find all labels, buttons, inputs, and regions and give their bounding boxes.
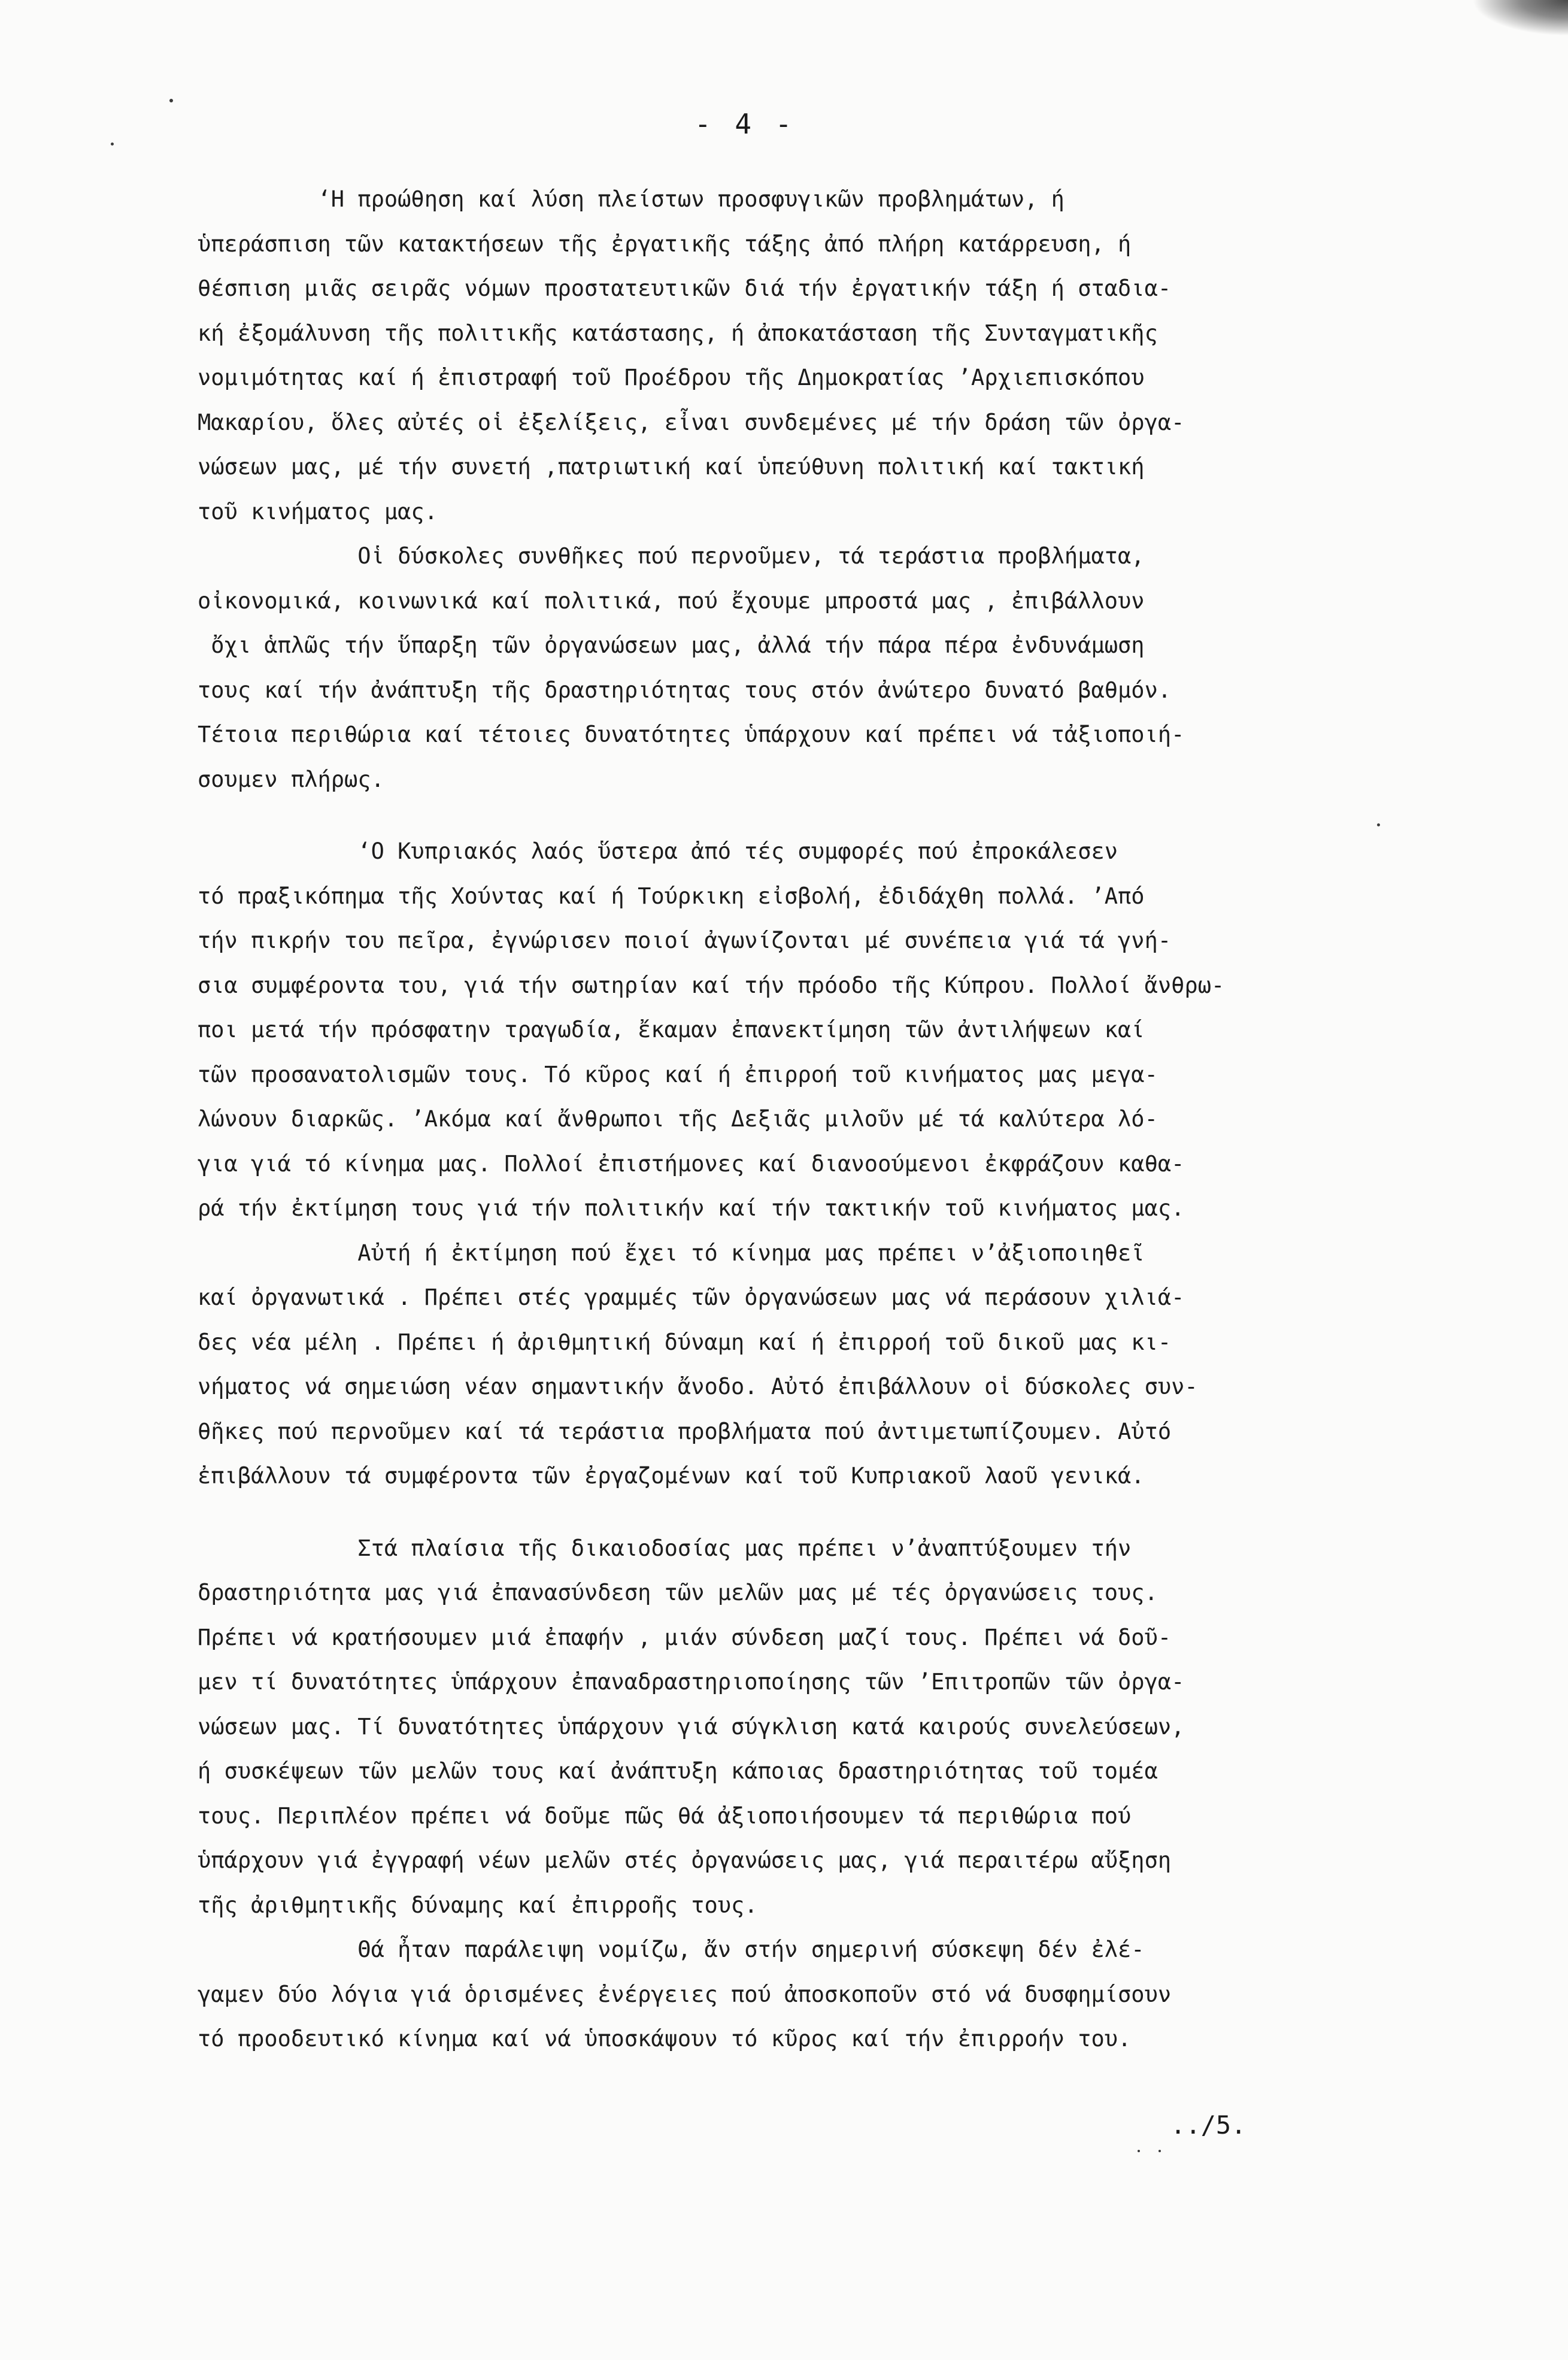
scan-speck <box>1158 2150 1161 2152</box>
paragraph <box>198 1928 1407 2062</box>
text-line: ἐπιβάλλουν τά συμφέροντα τῶν ἐργαζομένων καί τοῦ Κυπριακοῦ λαοῦ γενικά. <box>198 1463 1145 1489</box>
text-line: νώσεων μας. Τί δυνατότητες ὑπάρχουν γιά σύγκλιση κατά καιρούς συνελεύσεων, <box>198 1713 1185 1740</box>
text-line: τό πραξικόπημα τῆς Χούντας καί ή Τούρκικη εἰσβολή, ἐδιδάχθη πολλά. ’Από <box>198 883 1145 909</box>
text-line: γαμεν δύο λόγια γιά ὁρισμένες ἐνέργειες πού ἀποσκοποῦν στό νά δυσφημίσουν <box>198 1981 1172 2007</box>
text-line: τήν πικρήν του πεῖρα, ἐγνώρισεν ποιοί ἀγωνίζονται μέ συνέπεια γιά τά γνή- <box>198 928 1172 953</box>
paragraph <box>198 534 1407 802</box>
paragraph <box>198 1526 1407 1928</box>
text-line: Οἱ δύσκολες συνθῆκες πού περνοῦμεν, τά τεράστια προβλήματα, <box>198 543 1145 569</box>
text-line: ‘Η προώθηση καί λύση πλείστων προσφυγικῶν προβλημάτων, ή <box>198 186 1064 212</box>
scan-speck <box>169 99 173 102</box>
text-line: δραστηριότητα μας γιά ἐπανασύνδεση τῶν μελῶν μας μέ τές ὀργανώσεις τους. <box>198 1580 1158 1605</box>
text-line: τοῦ κινήματος μας. <box>198 498 438 525</box>
text-line: ὑπάρχουν γιά ἐγγραφή νέων μελῶν στές ὀργανώσεις μας, γιά περαιτέρω αὔξηση <box>198 1847 1172 1873</box>
scan-speck <box>1377 823 1380 826</box>
text-line: θῆκες πού περνοῦμεν καί τά τεράστια προβλήματα πού ἀντιμετωπίζουμεν. Αὐτό <box>198 1418 1172 1444</box>
text-line: τῶν προσανατολισμῶν τους. Τό κῦρος καί ή ἐπιρροή τοῦ κινήματος μας μεγα- <box>198 1061 1158 1087</box>
text-line: νώσεων μας, μέ τήν συνετή ,πατριωτική καί ὑπεύθυνη πολιτική καί τακτική <box>198 454 1145 480</box>
text-line: νήματος νά σημειώση νέαν σημαντικήν ἄνοδο. Αὐτό ἐπιβάλλουν οἱ δύσκολες συν- <box>198 1374 1198 1399</box>
text-line: ὑπεράσπιση τῶν κατακτήσεων τῆς ἐργατικῆς τάξης ἀπό πλήρη κατάρρευση, ή <box>198 231 1132 257</box>
paragraph <box>198 829 1407 1499</box>
page-number: - 4 - <box>694 108 796 140</box>
text-line: Θά ἦταν παράλειψη νομίζω, ἄν στήν σημερινή σύσκεψη δέν ἐλέ- <box>198 1937 1145 1962</box>
text-line: ‘Ο Κυπριακός λαός ὕστερα ἀπό τές συμφορές πού ἐπροκάλεσεν <box>198 838 1118 864</box>
text-line: οἰκονομικά, κοινωνικά καί πολιτικά, πού ἔχουμε μπροστά μας , ἐπιβάλλουν <box>198 587 1145 614</box>
text-line: μεν τί δυνατότητες ὑπάρχουν ἐπαναδραστηριοποίησης τῶν ’Επιτροπῶν τῶν ὀργα- <box>198 1669 1185 1695</box>
text-line: ποι μετά τήν πρόσφατην τραγωδία, ἔκαμαν ἐπανεκτίμηση τῶν ἀντιλήψεων καί <box>198 1017 1145 1043</box>
text-line: τῆς ἀριθμητικῆς δύναμης καί ἐπιρροῆς τους. <box>198 1892 758 1918</box>
text-line: Αὐτή ή ἐκτίμηση πού ἔχει τό κίνημα μας πρέπει ν’ἀξιοποιηθεῖ <box>198 1240 1145 1266</box>
text-line: ή συσκέψεων τῶν μελῶν τους καί ἀνάπτυξη κάποιας δραστηριότητας τοῦ τομέα <box>198 1758 1158 1784</box>
body-text <box>198 177 1407 2062</box>
text-line: ρά τήν ἐκτίμηση τους γιά τήν πολιτικήν καί τήν τακτικήν τοῦ κινήματος μας. <box>198 1195 1185 1221</box>
text-line: ὄχι ἁπλῶς τήν ὕπαρξη τῶν ὀργανώσεων μας, ἀλλά τήν πάρα πέρα ἐνδυνάμωση <box>198 632 1145 658</box>
text-line: σια συμφέροντα του, γιά τήν σωτηρίαν καί τήν πρόοδο τῆς Κύπρου. Πολλοί ἄνθρω- <box>198 972 1225 998</box>
scan-speck <box>1138 2150 1140 2152</box>
text-line: νομιμότητας καί ή ἐπιστραφή τοῦ Προέδρου τῆς Δημοκρατίας ’Αρχιεπισκόπου <box>198 365 1145 390</box>
scan-corner-shadow <box>1472 0 1568 36</box>
paragraph <box>198 177 1407 534</box>
text-line: καί ὀργανωτικά . Πρέπει στές γραμμές τῶν ὀργανώσεων μας νά περάσουν χιλιά- <box>198 1284 1185 1310</box>
text-line: Στά πλαίσια τῆς δικαιοδοσίας μας πρέπει ν’ἀναπτύξουμεν τήν <box>198 1535 1132 1561</box>
text-line: Πρέπει νά κρατήσουμεν μιά ἐπαφήν , μιάν σύνδεση μαζί τους. Πρέπει νά δοῦ- <box>198 1624 1172 1650</box>
text-line: τό προοδευτικό κίνημα καί νά ὑποσκάψουν τό κῦρος καί τήν ἐπιρροήν του. <box>198 2026 1132 2052</box>
scan-speck <box>111 143 114 146</box>
text-line: Μακαρίου, ὅλες αὐτές οἱ ἐξελίξεις, εἶναι συνδεμένες μέ τήν δράση τῶν ὀργα- <box>198 409 1185 435</box>
text-line: λώνουν διαρκῶς. ’Ακόμα καί ἄνθρωποι τῆς Δεξιᾶς μιλοῦν μέ τά καλύτερα λό- <box>198 1106 1158 1132</box>
text-line: για γιά τό κίνημα μας. Πολλοί ἐπιστήμονες καί διανοούμενοι ἐκφράζουν καθα- <box>198 1150 1185 1177</box>
paragraph-gap <box>198 802 1407 829</box>
text-line: τους καί τήν ἀνάπτυξη τῆς δραστηριότητας τους στόν ἀνώτερο δυνατό βαθμόν. <box>198 677 1172 703</box>
text-line: θέσπιση μιᾶς σειρᾶς νόμων προστατευτικῶν διά τήν ἐργατικήν τάξη ή σταδια- <box>198 275 1172 301</box>
text-line: τους. Περιπλέον πρέπει νά δοῦμε πῶς θά ἀξιοποιήσουμεν τά περιθώρια πού <box>198 1802 1132 1829</box>
continuation-marker: ../5. <box>1170 2110 1246 2140</box>
text-line: Τέτοια περιθώρια καί τέτοιες δυνατότητες ὑπάρχουν καί πρέπει νά τἀξιοποιή- <box>198 722 1185 747</box>
paragraph-gap <box>198 1499 1407 1526</box>
text-line: κή ἐξομάλυνση τῆς πολιτικῆς κατάστασης, ή ἀποκατάσταση τῆς Συνταγματικῆς <box>198 320 1158 346</box>
text-line: δες νέα μέλη . Πρέπει ή ἀριθμητική δύναμη καί ή ἐπιρροή τοῦ δικοῦ μας κι- <box>198 1329 1172 1355</box>
text-line: σουμεν πλήρως. <box>198 766 384 792</box>
